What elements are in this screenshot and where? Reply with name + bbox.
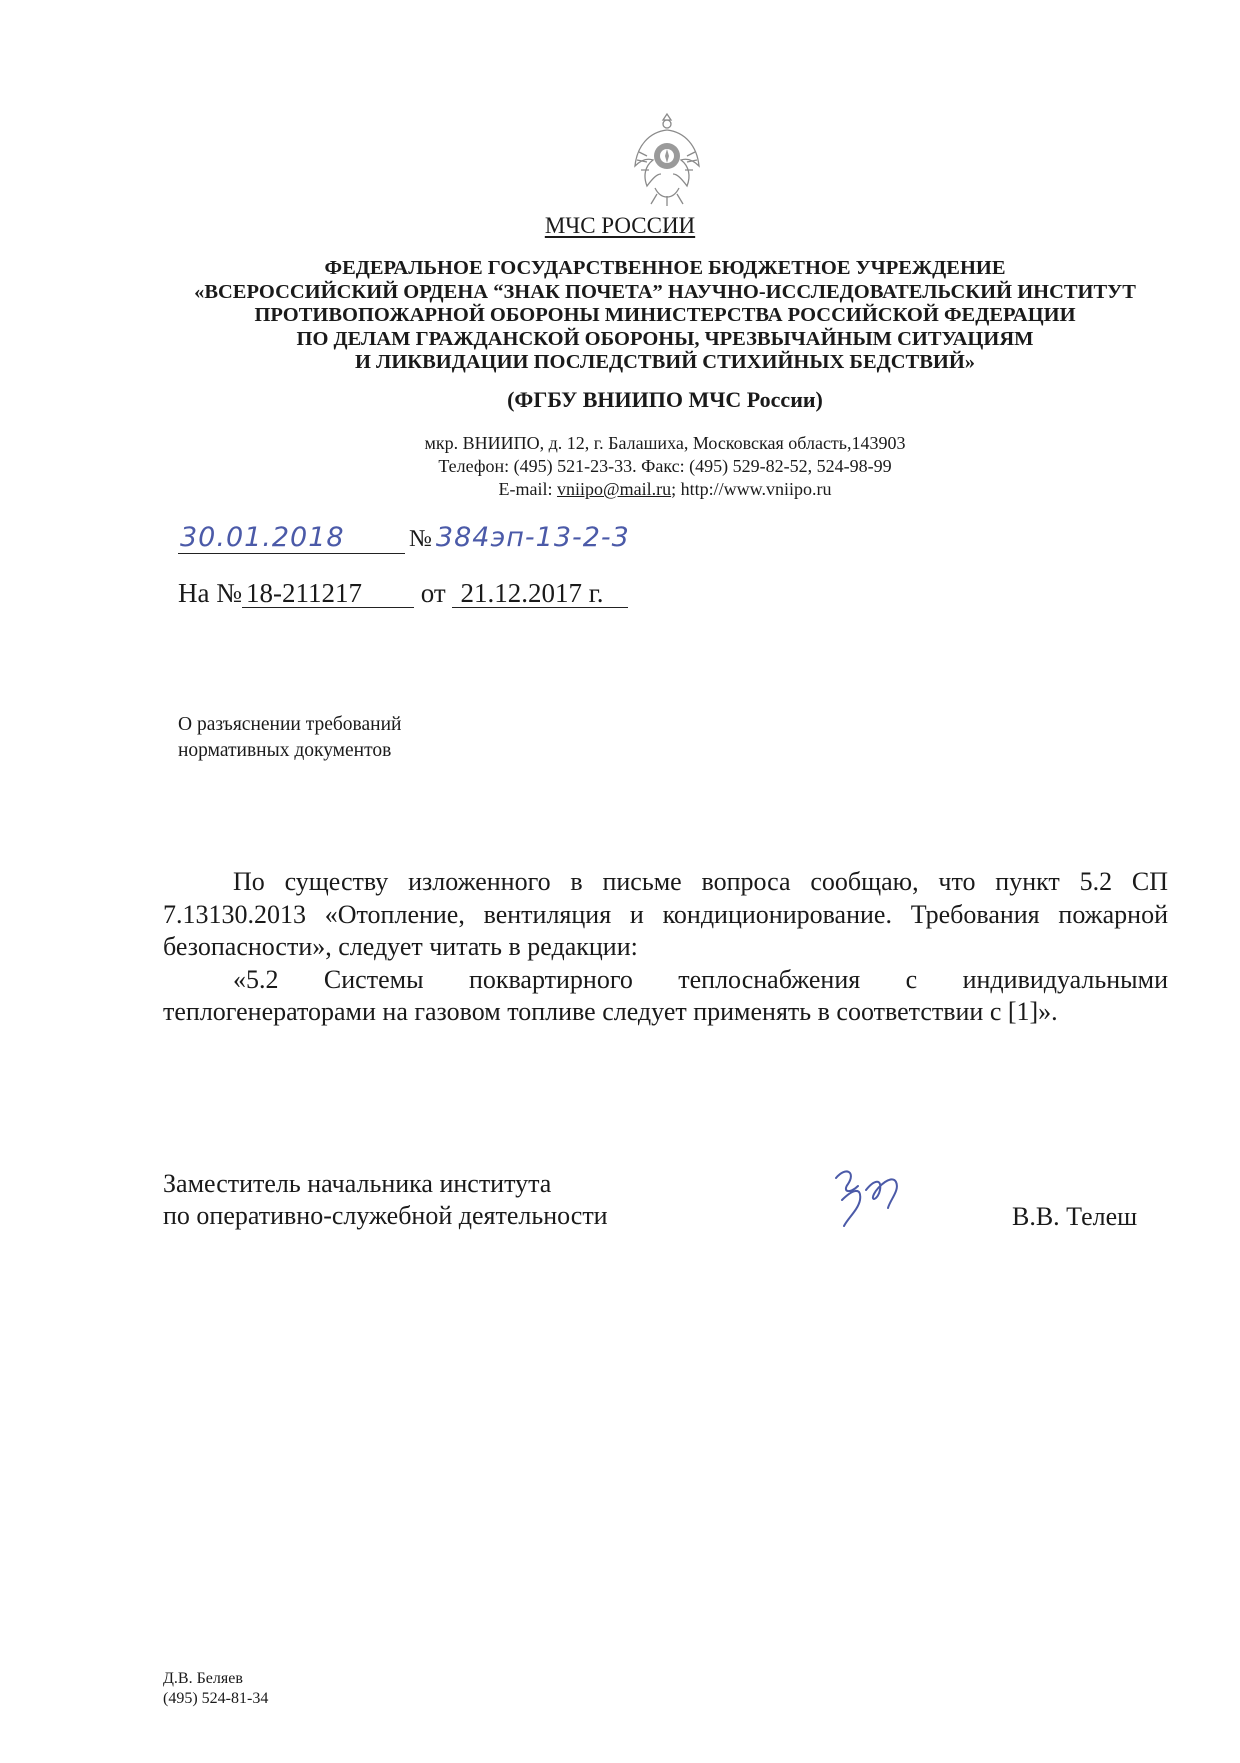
position-line: Заместитель начальника института — [163, 1169, 552, 1198]
letter-body — [163, 866, 1168, 1029]
email-website: E-mail: vniipo@mail.ru; http://www.vniipo.ru — [498, 479, 832, 499]
organization-short-name: (ФГБУ ВНИИПО МЧС России) — [507, 387, 823, 412]
org-line: ФЕДЕРАЛЬНОЕ ГОСУДАРСТВЕННОЕ БЮДЖЕТНОЕ УЧРЕЖДЕНИЕ — [324, 257, 1006, 279]
email-link[interactable]: vniipo@mail.ru — [557, 479, 672, 499]
phone-fax: Телефон: (495) 521-23-33. Факс: (495) 529-82-52, 524-98-99 — [438, 456, 892, 476]
reference-number: 18-211217 — [242, 579, 414, 608]
reference-line — [178, 578, 628, 609]
emchs-emblem-icon — [627, 108, 707, 210]
address: мкр. ВНИИПО, д. 12, г. Балашиха, Московская область,143903 — [424, 433, 906, 453]
executor-name: Д.В. Беляев — [163, 1670, 243, 1687]
executor-block — [163, 1669, 268, 1709]
body-paragraph: По существу изложенного в письме вопроса сообщаю, что пункт 5.2 СП 7.13130.2013 «Отопление, вентиляция и кондиционирование. Требования пожарной безопасности», следует читать в редакции: — [163, 867, 1168, 961]
org-line: ПРОТИВОПОЖАРНОЙ ОБОРОНЫ МИНИСТЕРСТВА РОССИЙСКОЙ ФЕДЕРАЦИИ — [254, 304, 1076, 326]
reference-from-label: от — [420, 578, 446, 608]
subject-line: О разъяснении требований — [178, 714, 402, 735]
registration-line — [178, 522, 646, 562]
registration-date: 30.01.2018 — [178, 522, 405, 554]
reference-date: 21.12.2017 г. — [452, 579, 628, 608]
body-paragraph-quote: «5.2 Системы поквартирного теплоснабжения с индивидуальными теплогенераторами на газовом топливе следует применять в соответствии с [1]». — [163, 964, 1168, 1026]
contacts-block — [0, 432, 1240, 501]
position-line: по оперативно-служебной деятельности — [163, 1201, 608, 1230]
handwritten-signature-icon — [822, 1160, 918, 1232]
reference-prefix: На № — [178, 578, 242, 608]
ministry-title: МЧС РОССИИ — [544, 213, 696, 238]
org-line: «ВСЕРОССИЙСКИЙ ОРДЕНА “ЗНАК ПОЧЕТА” НАУЧНО-ИССЛЕДОВАТЕЛЬСКИЙ ИНСТИТУТ — [194, 280, 1136, 303]
org-line: И ЛИКВИДАЦИИ ПОСЛЕДСТВИЙ СТИХИЙНЫХ БЕДСТВИЙ» — [354, 351, 976, 373]
signatory-position — [163, 1168, 608, 1232]
registration-number: 384эп-13-2-3 — [435, 522, 630, 553]
letter-subject — [178, 712, 401, 764]
website-text: ; http://www.vniipo.ru — [671, 479, 832, 499]
registration-number-label: № — [409, 526, 432, 552]
subject-line: нормативных документов — [178, 740, 392, 761]
org-line: ПО ДЕЛАМ ГРАЖДАНСКОЙ ОБОРОНЫ, ЧРЕЗВЫЧАЙНЫМ СИТУАЦИЯМ — [296, 327, 1034, 350]
executor-phone: (495) 524-81-34 — [163, 1690, 269, 1707]
signatory-name: В.В. Телеш — [1012, 1202, 1138, 1231]
organization-full-name — [0, 257, 1240, 375]
